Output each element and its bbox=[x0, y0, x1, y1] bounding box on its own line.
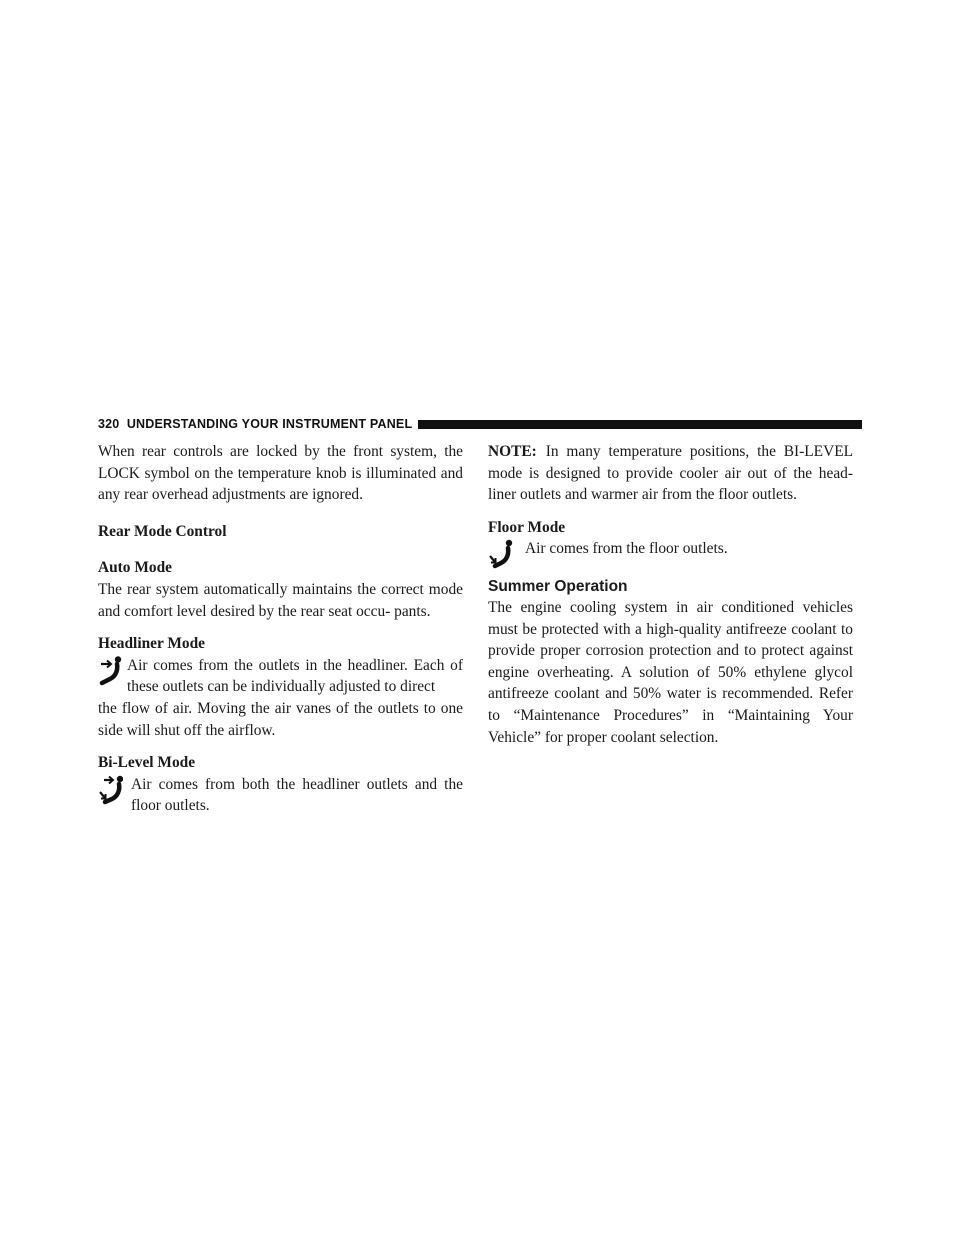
auto-mode-heading: Auto Mode bbox=[98, 559, 172, 577]
headliner-mode-heading: Headliner Mode bbox=[98, 635, 206, 653]
left-column bbox=[98, 441, 463, 817]
bilevel-mode-heading: Bi-Level Mode bbox=[98, 754, 196, 772]
auto-mode-text: The rear system automatically maintains the correct mode and comfort level desired by the rear seat occu- pants. bbox=[98, 580, 463, 620]
headliner-mode-text-continued: the flow of air. Moving the air vanes of the outlets to one side will shut off the airflow. bbox=[98, 699, 463, 739]
note-paragraph bbox=[488, 441, 853, 506]
floor-mode-icon bbox=[489, 539, 513, 569]
summer-operation-text: The engine cooling system in air conditioned vehicles must be protected with a high-quality antifreeze coolant to provide proper corrosion protection and to protect against engine overheating. A solution of 50% ethylene glycol antifreeze coolant and 50% water is recommended. Refer to “Maintenance Procedures” in “Maintaining Your Vehicle” for proper coolant selection. bbox=[488, 598, 853, 746]
header-rule bbox=[418, 420, 862, 429]
headliner-mode-icon bbox=[99, 656, 123, 686]
intro-paragraph: When rear controls are locked by the front system, the LOCK symbol on the temperature knob is illuminated and any rear overhead adjustments are ignored. bbox=[98, 443, 463, 504]
note-text: In many temperature positions, the BI-LEVEL mode is designed to provide cooler air out of the head- liner outlets and warmer air from the floor outlets. bbox=[488, 443, 853, 504]
note-label: NOTE: bbox=[488, 443, 537, 460]
section-title: UNDERSTANDING YOUR INSTRUMENT PANEL bbox=[126, 417, 413, 431]
headliner-mode-text: Air comes from the outlets in the headliner. Each of these outlets can be individually adjusted to direct bbox=[127, 656, 463, 696]
floor-mode-heading: Floor Mode bbox=[488, 518, 566, 536]
rear-mode-control-heading: Rear Mode Control bbox=[98, 522, 227, 540]
headliner-mode-block bbox=[98, 655, 463, 741]
bilevel-mode-text: Air comes from both the headliner outlets and the floor outlets. bbox=[131, 775, 463, 815]
floor-mode-text: Air comes from the floor outlets. bbox=[525, 540, 728, 558]
page-header bbox=[98, 417, 862, 431]
page-header-text bbox=[98, 417, 418, 431]
right-column bbox=[488, 441, 853, 748]
summer-operation-heading: Summer Operation bbox=[488, 577, 628, 595]
bilevel-mode-icon bbox=[99, 775, 123, 805]
bilevel-mode-block bbox=[98, 774, 463, 817]
page-number: 320 bbox=[98, 417, 120, 431]
floor-mode-block bbox=[488, 538, 853, 560]
